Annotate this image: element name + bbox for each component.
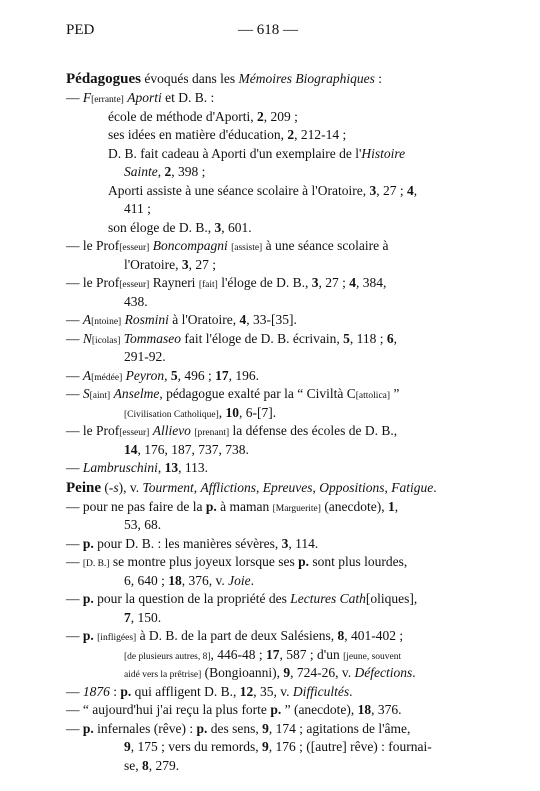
entry-line: [de plusieurs autres, 8], 446-48 ; 17, 587 ; d'un [jeune, souvent — [124, 647, 402, 662]
entry-line: Aporti assiste à une séance scolaire à l'Oratoire, 3, 27 ; 4, — [108, 183, 418, 198]
entry-line: 411 ; — [124, 201, 151, 216]
entry-line: — [D. B.] se montre plus joyeux lorsque ses p. sont plus lourdes, — [66, 554, 408, 569]
entry-line: l'Oratoire, 3, 27 ; — [124, 257, 217, 272]
entry-line: — Lambruschini, 13, 113. — [66, 460, 209, 475]
entry-line: — le Prof[esseur] Boncompagni [assiste] à une séance scolaire à — [66, 238, 389, 253]
running-header: PED — [66, 22, 95, 38]
entry-heading: Pédagogues évoqués dans les Mémoires Biographiques : — [66, 71, 382, 87]
entry-line: — p. [infligées] à D. B. de la part de deux Salésiens, 8, 401-402 ; — [66, 628, 404, 643]
entry-line: — pour ne pas faire de la p. à maman [Marguerite] (anecdote), 1, — [66, 499, 399, 514]
entry-line: 6, 640 ; 18, 376, v. Joie. — [124, 573, 255, 588]
entry-line: 7, 150. — [124, 610, 162, 625]
entry-line: — le Prof[esseur] Rayneri [fait] l'éloge de D. B., 3, 27 ; 4, 384, — [66, 275, 387, 290]
entry-line: école de méthode d'Aporti, 2, 209 ; — [108, 109, 298, 124]
entry-line: D. B. fait cadeau à Aporti d'un exemplaire de l'Histoire — [108, 146, 406, 161]
entry-line: — p. pour la question de la propriété des Lectures Cath[oliques], — [66, 591, 418, 606]
entry-line: — F[errante] Aporti et D. B. : — [66, 90, 215, 105]
entry-line: se, 8, 279. — [124, 758, 180, 773]
entry-line: — N[icolas] Tommaseo fait l'éloge de D. B. écrivain, 5, 118 ; 6, — [66, 331, 398, 346]
entry-line: 53, 68. — [124, 517, 162, 532]
entry-line: — A[ntoine] Rosmini à l'Oratoire, 4, 33-[35]. — [66, 312, 297, 327]
entry-line: aidé vers la prêtrise] (Bongioanni), 9, 724-26, v. Défections. — [124, 665, 416, 680]
page-number: — 618 — — [238, 22, 298, 38]
entry-line: — p. infernales (rêve) : p. des sens, 9, 174 ; agitations de l'âme, — [66, 721, 411, 736]
entry-line: ses idées en matière d'éducation, 2, 212-14 ; — [108, 127, 347, 142]
entry-line: Sainte, 2, 398 ; — [124, 164, 206, 179]
entry-line: 14, 176, 187, 737, 738. — [124, 442, 249, 457]
entry-line: 438. — [124, 294, 148, 309]
entry-line: [Civilisation Catholique], 10, 6-[7]. — [124, 405, 277, 420]
entry-line: — A[médée] Peyron, 5, 496 ; 17, 196. — [66, 368, 259, 383]
entry-line: 291-92. — [124, 349, 166, 364]
entry-heading: Peine (-s), v. Tourment, Afflictions, Epreuves, Oppositions, Fatigue. — [66, 480, 437, 496]
entry-line: — p. pour D. B. : les manières sévères, 3, 114. — [66, 536, 319, 551]
entry-line: — 1876 : p. qui affligent D. B., 12, 35, v. Difficultés. — [66, 684, 353, 699]
entry-line: son éloge de D. B., 3, 601. — [108, 220, 252, 235]
entry-line: 9, 175 ; vers du remords, 9, 176 ; ([autre] rêve) : fournai- — [124, 739, 432, 754]
entry-line: — “ aujourd'hui j'ai reçu la plus forte p. ” (anecdote), 18, 376. — [66, 702, 402, 717]
entry-line: — S[aint] Anselme, pédagogue exalté par la “ Civiltà C[attolica] ” — [66, 386, 400, 401]
entry-line: — le Prof[esseur] Allievo [prenant] la défense des écoles de D. B., — [66, 423, 398, 438]
